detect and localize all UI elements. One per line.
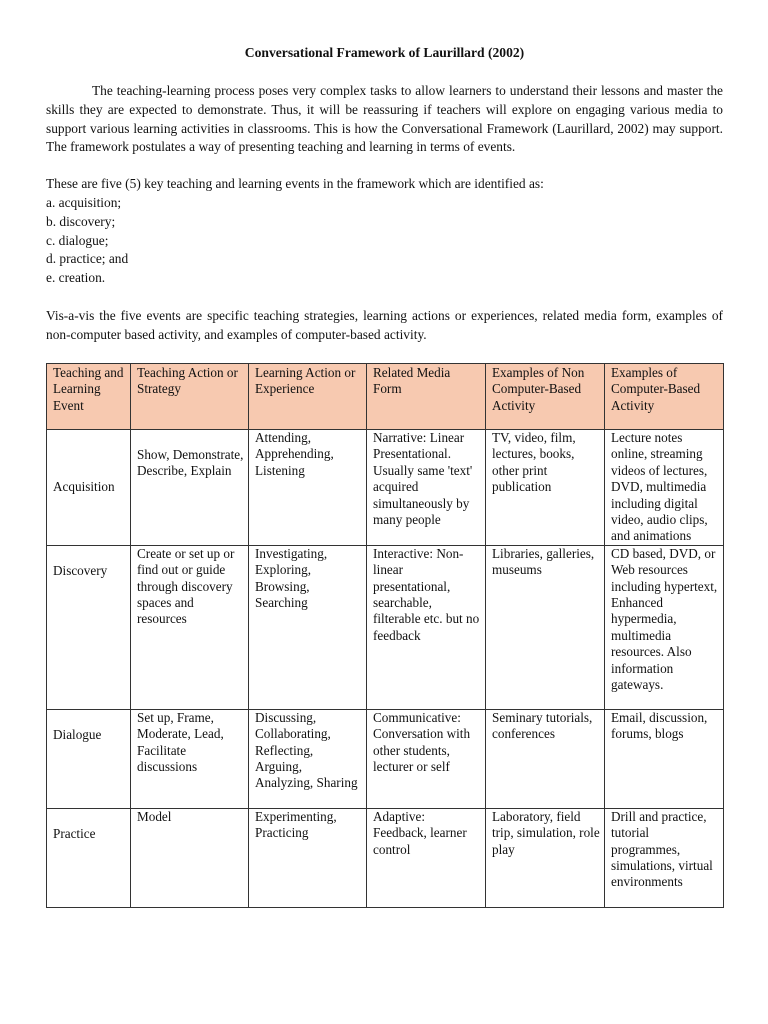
intro-paragraph: The teaching-learning process poses very complex tasks to allow learners to understand their lessons and master the skills they are expected to demonstrate. Thus, it will be reassuring if teachers will explore on engaging various media to support various learning activities in classrooms. This is how the Conversational Framework (Laurillard, 2002) may support. The framework postulates a way of presenting teaching and learning in terms of events.	[46, 83, 723, 155]
events-list	[46, 194, 128, 288]
table-cell: Libraries, galleries, museums	[486, 545, 605, 709]
header-teaching-action: Teaching Action or Strategy	[131, 364, 249, 430]
table-row	[47, 545, 724, 709]
table-cell-event: Dialogue	[47, 709, 131, 808]
framework-table	[46, 363, 724, 908]
table-cell: Set up, Frame, Moderate, Lead, Facilitate discussions	[131, 709, 249, 808]
header-computer-activity: Examples of Computer-Based Activity	[605, 364, 724, 430]
table-cell: Lecture notes online, streaming videos of lectures, DVD, multimedia including digital video, audio clips, and animations	[605, 430, 724, 546]
table-cell: TV, video, film, lectures, books, other print publication	[486, 430, 605, 546]
table-cell: Investigating, Exploring, Browsing, Searching	[249, 545, 367, 709]
table-cell: Email, discussion, forums, blogs	[605, 709, 724, 808]
table-row	[47, 709, 724, 808]
list-item: d. practice; and	[46, 251, 129, 267]
table-row	[47, 808, 724, 907]
table-cell: CD based, DVD, or Web resources including hypertext, Enhanced hypermedia, multimedia resources. Also information gateways.	[605, 545, 724, 709]
list-item: b. discovery;	[46, 213, 116, 229]
header-media-form: Related Media Form	[367, 364, 486, 430]
events-intro-paragraph: These are five (5) key teaching and learning events in the framework which are identified as:	[46, 176, 544, 191]
table-cell: Drill and practice, tutorial programmes, simulations, virtual environments	[605, 808, 724, 907]
table-cell: Create or set up or find out or guide through discovery spaces and resources	[131, 545, 249, 709]
strategies-paragraph: Vis-a-vis the five events are specific teaching strategies, learning actions or experiences, related media form, examples of non-computer based activity, and examples of computer-based activity.	[46, 308, 723, 342]
document-title: Conversational Framework of Laurillard (2002)	[244, 45, 525, 60]
header-learning-action: Learning Action or Experience	[249, 364, 367, 430]
header-non-computer-activity: Examples of Non Computer-Based Activity	[486, 364, 605, 430]
table-cell-event: Acquisition	[47, 430, 131, 546]
list-item: c. dialogue;	[46, 232, 109, 248]
table-cell: Seminary tutorials, conferences	[486, 709, 605, 808]
table-cell: Attending, Apprehending, Listening	[249, 430, 367, 546]
table-cell-event: Practice	[47, 808, 131, 907]
table-cell: Narrative: Linear Presentational. Usually same 'text' acquired simultaneously by many people	[367, 430, 486, 546]
table-row	[47, 430, 724, 546]
list-item: a. acquisition;	[46, 195, 122, 210]
table-cell: Laboratory, field trip, simulation, role play	[486, 808, 605, 907]
table-cell: Interactive: Non-linear presentational, searchable, filterable etc. but no feedback	[367, 545, 486, 709]
table-cell: Communicative: Conversation with other students, lecturer or self	[367, 709, 486, 808]
table-cell: Show, Demonstrate, Describe, Explain	[131, 430, 249, 546]
table-cell-event: Discovery	[47, 545, 131, 709]
table-cell: Model	[131, 808, 249, 907]
header-event: Teaching and Learning Event	[47, 364, 131, 430]
table-header-row	[47, 364, 724, 430]
table-cell: Adaptive: Feedback, learner control	[367, 808, 486, 907]
table-cell: Experimenting, Practicing	[249, 808, 367, 907]
table-cell: Discussing, Collaborating, Reflecting, Arguing, Analyzing, Sharing	[249, 709, 367, 808]
list-item: e. creation.	[46, 270, 106, 286]
